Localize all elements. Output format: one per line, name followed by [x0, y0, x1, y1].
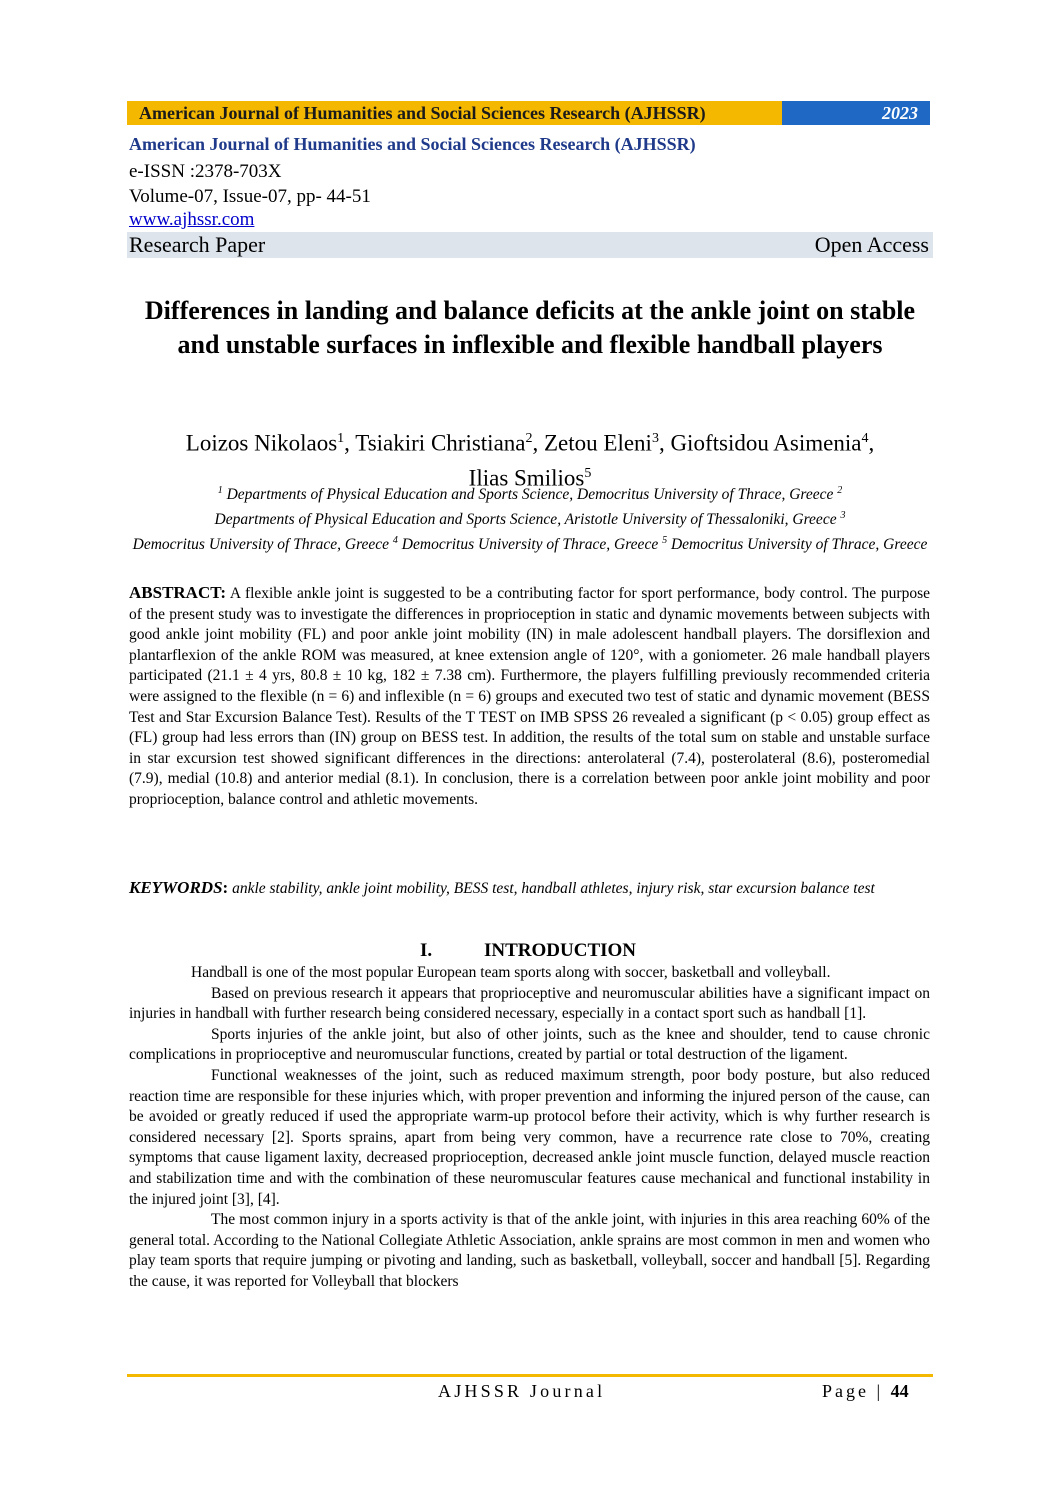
- issn: e-ISSN :2378-703X: [129, 161, 282, 182]
- volume-issue: Volume-07, Issue-07, pp- 44-51: [129, 186, 371, 207]
- author-sep: ,: [344, 430, 356, 456]
- paper-title: Differences in landing and balance deficits at the ankle joint on stable and unstable surfaces in inflexible and flexible handball players: [144, 296, 916, 359]
- author-sup: 3: [651, 431, 659, 446]
- paragraph: Functional weaknesses of the joint, such as reduced maximum strength, poor body posture, but also reduced reaction time are responsible for these injuries which, with proper prevention and informing the injured person of the cause, can be avoided or greatly reduced if used the appropriate warm-up protocol before their activity, which is why further research is considered necessary [2]. Sports sprains, apart from being very common, have a recurrence rate close to 70%, creating symptoms that cause ligament laxity, decreased proprioception, decreased ankle joint muscle function, delayed muscle reaction and stabilization time and with the combination of these neuromuscular features cause mechanical and functional instability in the injured joint [3], [4].: [129, 1066, 930, 1208]
- footer-journal: AJHSSR Journal: [438, 1381, 606, 1401]
- running-header-year: 2023: [782, 101, 930, 125]
- website-link[interactable]: www.ajhssr.com: [129, 209, 255, 230]
- footer-page: [822, 1381, 909, 1402]
- running-header-journal: American Journal of Humanities and Social Sciences Research (AJHSSR): [127, 101, 782, 125]
- section-title: INTRODUCTION: [484, 940, 637, 961]
- page-label: Page |: [822, 1381, 884, 1401]
- page-number: 44: [890, 1381, 909, 1401]
- section-number: I.: [420, 940, 433, 961]
- affiliation-text: Departments of Physical Education and Sports Science, Democritus University of Thrace, Greece: [222, 486, 838, 504]
- author-sup: 4: [861, 431, 869, 446]
- affiliation-sup: 1: [217, 485, 223, 496]
- author-name: Gioftsidou Asimenia: [670, 430, 862, 456]
- author-sup: 2: [525, 431, 533, 446]
- paragraph: Sports injuries of the ankle joint, but also of other joints, such as the knee and shoulder, tend to cause chronic complications in proprioceptive and neuromuscular functions, created by partial or total destruction of the ligament.: [129, 1025, 930, 1064]
- affiliation-text: Departments of Physical Education and Sports Science, Aristotle University of Thessaloniki, Greece: [214, 511, 841, 529]
- abstract-text: A flexible ankle joint is suggested to be a contributing factor for sport performance, body control. The purpose of the present study was to investigate the differences in proprioception in static and dynamic movements between subjects with good ankle joint mobility (FL) and poor ankle joint mobility (IN) in male adolescent handball players. The dorsiflexion and plantarflexion of the ankle ROM was measured, at knee extension angle of 120°, with a goniometer. 26 male handball players participated (21.1 ± 4 yrs, 80.8 ± 10 kg, 182 ± 7.38 cm). Furthermore, the players fulfilling previously recommended criteria were assigned to the flexible (n = 6) and inflexible (n = 6) groups and executed two test of static and dynamic movement (BESS Test and Star Excursion Balance Test). Results of the T TEST on IMB SPSS 26 revealed a significant (p < 0.05) group effect as (FL) group had less errors than (IN) group on BESS test. In addition, the results of the total sum on stable and unstable surface in star excursion test showed significant differences in the directions: anterolateral (7.4), posterolateral (8.6), posteromedial (7.9), medial (10.8) and anterior medial (8.1). In conclusion, there is a correlation between poor ankle joint mobility and poor proprioception, balance control and athletic movements.: [129, 585, 930, 808]
- paragraph: Based on previous research it appears that proprioceptive and neuromuscular abilities have a significant impact on injuries in handball with further research being considered necessary, especially in a contact sport such as handball [1].: [129, 984, 930, 1023]
- keywords: [129, 878, 930, 900]
- author-name: Ilias Smilios: [468, 465, 585, 491]
- body-text: [129, 963, 930, 1293]
- access-type: Open Access: [814, 232, 929, 257]
- author-sup: 5: [584, 465, 592, 481]
- affiliation-sup: 3: [840, 510, 846, 522]
- affiliation-text: Democritus University of Thrace, Greece: [132, 536, 393, 554]
- abstract-label: ABSTRACT:: [129, 583, 226, 602]
- paragraph: The most common injury in a sports activity is that of the ankle joint, with injuries in this area reaching 60% of the general total. According to the National Collegiate Athletic Association, ankle sprains are most common in men and women who play team sports that require jumping or pivoting and landing, such as basketball, volleyball, soccer and handball [5]. Regarding the cause, it was reported for Volleyball that blockers: [129, 1211, 930, 1290]
- author-name: Zetou Eleni: [544, 430, 652, 456]
- author-sup: 1: [337, 431, 345, 446]
- affiliation-sup: 2: [837, 485, 843, 496]
- abstract: [129, 583, 930, 811]
- keywords-colon: :: [222, 878, 229, 897]
- affiliation-sup: 5: [662, 535, 668, 547]
- affiliation-text: Democritus University of Thrace, Greece: [667, 536, 928, 554]
- affiliations: [126, 480, 934, 555]
- keywords-text: ankle stability, ankle joint mobility, BESS test, handball athletes, injury risk, star excursion balance test: [228, 880, 875, 897]
- affiliation-text: Democritus University of Thrace, Greece: [397, 536, 663, 554]
- paragraph: Handball is one of the most popular European team sports along with soccer, basketball and volleyball.: [191, 964, 831, 981]
- author-sep: ,: [868, 430, 875, 456]
- footer-rule: [127, 1374, 933, 1377]
- author-sep: ,: [658, 430, 671, 456]
- author-sep: ,: [532, 430, 544, 456]
- paper-type: Research Paper: [129, 232, 266, 257]
- author-name: Tsiakiri Christiana: [355, 430, 526, 456]
- paper-type-bar: [127, 232, 933, 258]
- section-heading: [420, 940, 636, 962]
- keywords-label: KEYWORDS: [129, 878, 223, 897]
- author-name: Loizos Nikolaos: [185, 430, 338, 456]
- journal-name: American Journal of Humanities and Social Sciences Research (AJHSSR): [129, 134, 696, 154]
- affiliation-sup: 4: [392, 535, 398, 547]
